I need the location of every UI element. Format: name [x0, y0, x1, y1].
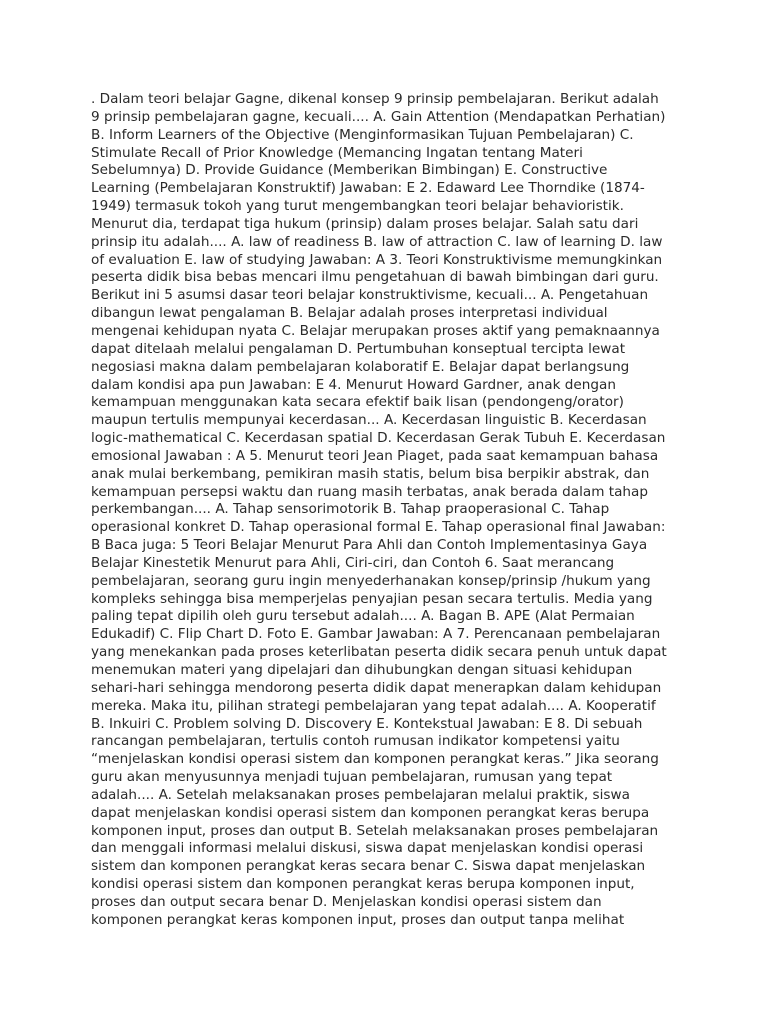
- text-line: pembelajaran, seorang guru ingin menyederhanakan konsep/prinsip /hukum yang: [91, 572, 651, 589]
- text-line: dapat ditelaah melalui pengalaman D. Pertumbuhan konseptual tercipta lewat: [91, 340, 626, 357]
- text-line: anak mulai berkembang, pemikiran masih statis, belum bisa berpikir abstrak, dan: [91, 465, 650, 482]
- text-line: . Dalam teori belajar Gagne, dikenal konsep 9 prinsip pembelajaran. Berikut adalah: [91, 91, 659, 107]
- text-line: proses dan output secara benar D. Menjelaskan kondisi operasi sistem dan: [91, 893, 602, 910]
- text-line: yang menekankan pada proses keterlibatan peserta didik secara penuh untuk dapat: [91, 644, 667, 661]
- text-line: kemampuan menggunakan kata secara efektif baik lisan (pendongeng/orator): [91, 394, 624, 411]
- text-line: Edukadif) C. Flip Chart D. Foto E. Gambar Jawaban: A 7. Perencanaan pembelajaran: [91, 626, 661, 643]
- text-line: komponen perangkat keras komponen input, proses dan output tanpa melihat: [91, 911, 625, 928]
- text-line: paling tepat dipilih oleh guru tersebut adalah.... A. Bagan B. APE (Alat Permaian: [91, 608, 635, 625]
- text-line: prinsip itu adalah.... A. law of readiness B. law of attraction C. law of learning D. law: [91, 233, 663, 250]
- text-line: B Baca juga: 5 Teori Belajar Menurut Para Ahli dan Contoh Implementasinya Gaya: [91, 537, 648, 554]
- text-line: kompleks sehingga bisa memperjelas penyajian pesan secara tertulis. Media yang: [91, 590, 653, 607]
- text-line: sehari-hari sehingga mendorong peserta didik dapat menerapkan dalam kehidupan: [91, 679, 662, 696]
- text-line: perkembangan.... A. Tahap sensorimotorik B. Tahap praoperasional C. Tahap: [91, 501, 610, 518]
- text-line: 9 prinsip pembelajaran gagne, kecuali.... A. Gain Attention (Mendapatkan Perhatian): [91, 108, 666, 125]
- text-line: dan menggali informasi melalui diskusi, siswa dapat menjelaskan kondisi operasi: [91, 840, 644, 857]
- text-line: Belajar Kinestetik Menurut para Ahli, Ciri-ciri, dan Contoh 6. Saat merancang: [91, 554, 615, 571]
- text-line: komponen input, proses dan output B. Setelah melaksanakan proses pembelajaran: [91, 822, 659, 839]
- text-line: Stimulate Recall of Prior Knowledge (Memancing Ingatan tentang Materi: [91, 144, 583, 161]
- text-line: kondisi operasi sistem dan komponen perangkat keras berupa komponen input,: [91, 876, 635, 893]
- text-line: Sebelumnya) D. Provide Guidance (Memberikan Bimbingan) E. Constructive: [91, 162, 608, 179]
- text-line: guru akan menyusunnya menjadi tujuan pembelajaran, rumusan yang tepat: [91, 769, 613, 786]
- text-line: menemukan materi yang dipelajari dan dihubungkan dengan situasi kehidupan: [91, 662, 633, 678]
- text-line: operasional konkret D. Tahap operasional formal E. Tahap operasional final Jawaban:: [91, 519, 666, 536]
- text-line: of evaluation E. law of studying Jawaban: A 3. Teori Konstruktivisme memungkinkan: [91, 251, 663, 268]
- document-body-text: [91, 91, 681, 930]
- text-line: Berikut ini 5 asumsi dasar teori belajar konstruktivisme, kecuali... A. Pengetahuan: [91, 287, 649, 304]
- text-line: peserta didik bisa bebas mencari ilmu pengetahuan di bawah bimbingan dari guru.: [91, 269, 659, 286]
- text-line: dalam kondisi apa pun Jawaban: E 4. Menurut Howard Gardner, anak dengan: [91, 376, 616, 393]
- text-line: rancangan pembelajaran, tertulis contoh rumusan indikator kompetensi yaitu: [91, 733, 620, 750]
- text-line: dapat menjelaskan kondisi operasi sistem dan komponen perangkat keras berupa: [91, 804, 650, 821]
- text-line: kemampuan persepsi waktu dan ruang masih terbatas, anak berada dalam tahap: [91, 483, 649, 500]
- text-line: mengenai kehidupan nyata C. Belajar merupakan proses aktif yang pemaknaannya: [91, 322, 660, 339]
- text-line: B. Inkuiri C. Problem solving D. Discovery E. Kontekstual Jawaban: E 8. Di sebuah: [91, 715, 643, 732]
- text-line: logic-mathematical C. Kecerdasan spatial D. Kecerdasan Gerak Tubuh E. Kecerdasan: [91, 430, 666, 447]
- text-line: mereka. Maka itu, pilihan strategi pembelajaran yang tepat adalah.... A. Kooperatif: [91, 697, 656, 714]
- text-line: sistem dan komponen perangkat keras secara benar C. Siswa dapat menjelaskan: [91, 858, 646, 875]
- text-line: emosional Jawaban : A 5. Menurut teori Jean Piaget, pada saat kemampuan bahasa: [91, 447, 659, 464]
- text-line: “menjelaskan kondisi operasi sistem dan komponen perangkat keras.” Jika seorang: [91, 751, 659, 768]
- text-line: Menurut dia, terdapat tiga hukum (prinsip) dalam proses belajar. Salah satu dari: [91, 215, 639, 232]
- text-line: negosiasi makna dalam pembelajaran kolaboratif E. Belajar dapat berlangsung: [91, 358, 630, 375]
- text-line: maupun tertulis mempunyai kecerdasan... A. Kecerdasan linguistic B. Kecerdasan: [91, 412, 647, 429]
- text-line: Learning (Pembelajaran Konstruktif) Jawaban: E 2. Edaward Lee Thorndike (1874-: [91, 180, 645, 197]
- text-line: 1949) termasuk tokoh yang turut mengembangkan teori belajar behavioristik.: [91, 198, 624, 215]
- text-line: B. Inform Learners of the Objective (Menginformasikan Tujuan Pembelajaran) C.: [91, 126, 634, 143]
- text-line: adalah.... A. Setelah melaksanakan proses pembelajaran melalui praktik, siswa: [91, 786, 630, 803]
- text-line: dibangun lewat pengalaman B. Belajar adalah proses interpretasi individual: [91, 305, 608, 322]
